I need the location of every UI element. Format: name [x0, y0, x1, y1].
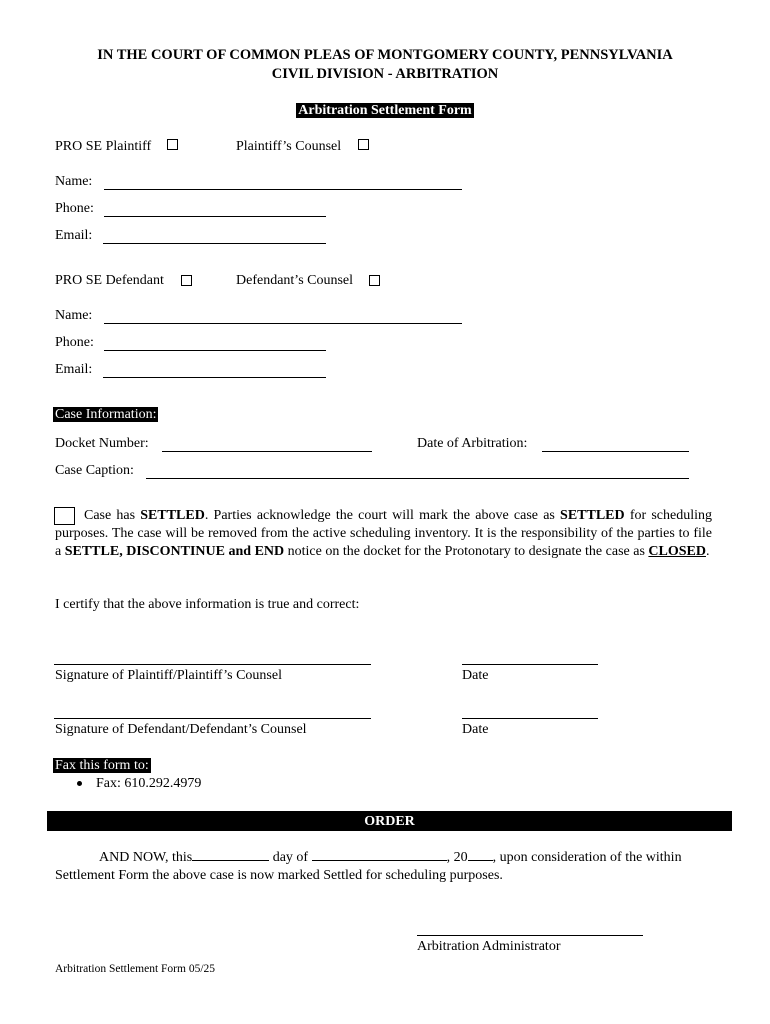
defendant-signature-label: Signature of Defendant/Defendant’s Counsel [55, 722, 307, 737]
settled-paragraph: Case has SETTLED. Parties acknowledge the court will mark the above case as SETTLED for scheduling purposes. The case will be removed from the active scheduling inventory. It is the responsibility of the parties to file a SETTLE, DISCONTINUE and END notice on the docket for the Protonotary to designate the case as CLOSED. [55, 508, 712, 559]
defendant-email-label: Email: [55, 362, 93, 377]
administrator-label: Arbitration Administrator [417, 939, 561, 954]
plaintiff-phone-label: Phone: [55, 201, 94, 216]
defendant-email-field[interactable] [103, 377, 326, 378]
arbitration-date-label: Date of Arbitration: [417, 436, 528, 451]
pro-se-plaintiff-label: PRO SE Plaintiff [55, 139, 152, 154]
defendant-counsel-label: Defendant’s Counsel [236, 273, 354, 288]
order-day-field[interactable] [192, 849, 269, 861]
division-heading: CIVIL DIVISION - ARBITRATION [271, 66, 499, 82]
defendant-date-field[interactable] [462, 718, 598, 719]
fax-heading: Fax this form to: [55, 758, 149, 773]
plaintiff-phone-field[interactable] [104, 216, 326, 217]
plaintiff-date-field[interactable] [462, 664, 598, 665]
plaintiff-email-label: Email: [55, 228, 93, 243]
plaintiff-counsel-label: Plaintiff’s Counsel [236, 139, 342, 154]
fax-list-item [77, 776, 201, 792]
form-title: Arbitration Settlement Form [298, 103, 472, 118]
pro-se-defendant-checkbox[interactable] [181, 275, 192, 286]
order-line-1: AND NOW, this day of , 20 , upon consideration of the within [99, 850, 682, 865]
arbitration-date-field[interactable] [542, 451, 689, 452]
plaintiff-name-field[interactable] [104, 189, 462, 190]
form-footer: Arbitration Settlement Form 05/25 [55, 963, 216, 975]
docket-number-field[interactable] [162, 451, 372, 452]
defendant-date-label: Date [462, 722, 489, 737]
defendant-name-field[interactable] [104, 323, 462, 324]
plaintiff-name-label: Name: [55, 174, 93, 189]
defendant-counsel-checkbox[interactable] [369, 275, 380, 286]
plaintiff-signature-field[interactable] [54, 664, 371, 665]
order-line-2: Settlement Form the above case is now marked Settled for scheduling purposes. [55, 868, 503, 883]
pro-se-plaintiff-checkbox[interactable] [167, 139, 178, 150]
defendant-phone-label: Phone: [55, 335, 94, 350]
case-caption-field[interactable] [146, 478, 689, 479]
order-banner [47, 811, 732, 831]
order-year-field[interactable] [468, 849, 493, 861]
defendant-signature-field[interactable] [54, 718, 371, 719]
case-caption-label: Case Caption: [55, 463, 134, 478]
court-heading: IN THE COURT OF COMMON PLEAS OF MONTGOMERY COUNTY, PENNSYLVANIA [97, 47, 673, 63]
case-information-heading: Case Information: [55, 407, 157, 422]
pro-se-defendant-label: PRO SE Defendant [55, 273, 164, 288]
defendant-name-label: Name: [55, 308, 93, 323]
plaintiff-signature-label: Signature of Plaintiff/Plaintiff’s Counsel [55, 668, 282, 683]
defendant-phone-field[interactable] [104, 350, 326, 351]
order-month-field[interactable] [312, 849, 447, 861]
certify-statement: I certify that the above information is true and correct: [55, 597, 360, 612]
fax-number: Fax: 610.292.4979 [96, 776, 202, 791]
order-title: ORDER [364, 814, 415, 829]
plaintiff-counsel-checkbox[interactable] [358, 139, 369, 150]
docket-number-label: Docket Number: [55, 436, 149, 451]
plaintiff-date-label: Date [462, 668, 489, 683]
bullet-icon [77, 781, 82, 786]
administrator-signature-field[interactable] [417, 935, 643, 936]
plaintiff-email-field[interactable] [103, 243, 326, 244]
